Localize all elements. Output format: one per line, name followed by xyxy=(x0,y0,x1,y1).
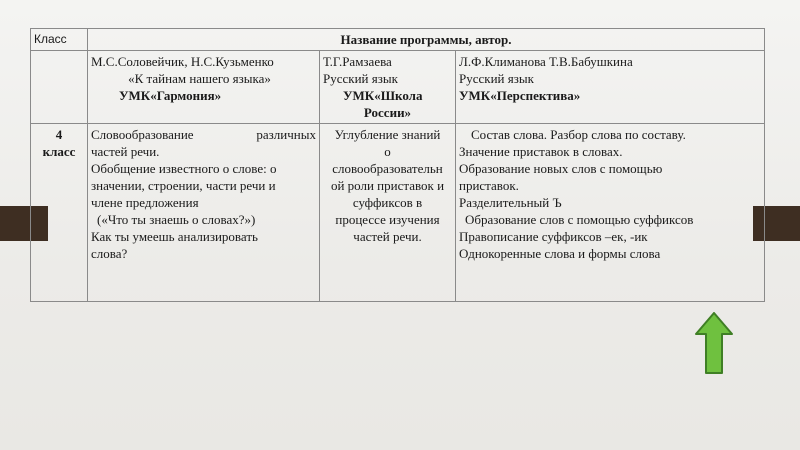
header-class-label: Класс xyxy=(34,32,67,46)
content-line: частей речи. xyxy=(353,229,422,244)
content-line: Образование новых слов с помощью xyxy=(459,161,663,176)
program-subject: «К тайнам нашего языка» xyxy=(128,71,271,86)
header-class-cell xyxy=(31,29,88,51)
content-line: Значение приставок в словах. xyxy=(459,144,623,159)
grade-label: класс xyxy=(42,144,76,159)
program-umk: УМК«Перспектива» xyxy=(459,88,581,103)
content-line: члене предложения xyxy=(91,195,199,210)
program-cell-harmony xyxy=(88,51,320,124)
program-umk-line2: России» xyxy=(363,105,412,120)
content-line: Образование слов с помощью суффиксов xyxy=(465,212,694,227)
program-umk-line1: УМК«Школа xyxy=(343,88,423,103)
content-cell-perspective xyxy=(456,124,765,302)
program-subject: Русский язык xyxy=(323,71,398,86)
content-word: различных xyxy=(256,127,316,142)
program-authors: Л.Ф.Климанова Т.В.Бабушкина xyxy=(459,54,633,69)
content-line: Как ты умеешь анализировать xyxy=(91,229,258,244)
content-line: суффиксов в xyxy=(352,195,423,210)
program-cell-perspective xyxy=(456,51,765,124)
program-cell-school-russia xyxy=(320,51,456,124)
content-line: Обобщение известного о слове: о xyxy=(91,161,277,176)
program-row xyxy=(31,51,765,124)
content-line: приставок. xyxy=(459,178,519,193)
content-cell-school-russia xyxy=(320,124,456,302)
content-line: Разделительный Ъ xyxy=(459,195,562,210)
content-line: Углубление знаний xyxy=(334,127,441,142)
content-line: частей речи. xyxy=(91,144,160,159)
content-line: процессе изучения xyxy=(335,212,440,227)
program-authors: М.С.Соловейчик, Н.С.Кузьменко xyxy=(91,54,274,69)
content-line: Правописание суффиксов –ек, -ик xyxy=(459,229,648,244)
content-line: значении, строении, части речи и xyxy=(91,178,276,193)
content-line xyxy=(91,126,316,143)
program-subject: Русский язык xyxy=(459,71,534,86)
grade-row xyxy=(31,124,765,302)
content-word: Словообразование xyxy=(91,127,194,142)
empty-cell xyxy=(31,51,88,124)
program-authors: Т.Г.Рамзаева xyxy=(323,54,392,69)
content-cell-harmony xyxy=(88,124,320,302)
program-umk: УМК«Гармония» xyxy=(119,88,222,103)
content-line: о xyxy=(384,144,391,159)
content-line: слова? xyxy=(91,246,128,261)
table-header-row xyxy=(31,29,765,51)
content-line: («Что ты знаешь о словах?») xyxy=(97,212,256,227)
content-line: ой роли приставок и xyxy=(330,178,445,193)
content-line: словообразовательн xyxy=(332,161,443,176)
arrow-up-icon[interactable] xyxy=(694,312,734,375)
grade-cell xyxy=(31,124,88,302)
header-title: Название программы, автор. xyxy=(340,32,512,47)
program-table xyxy=(30,28,765,302)
header-title-cell xyxy=(88,29,765,51)
content-line: Однокоренные слова и формы слова xyxy=(459,246,661,261)
grade-number: 4 xyxy=(55,127,63,142)
content-line: Состав слова. Разбор слова по составу. xyxy=(471,127,686,142)
